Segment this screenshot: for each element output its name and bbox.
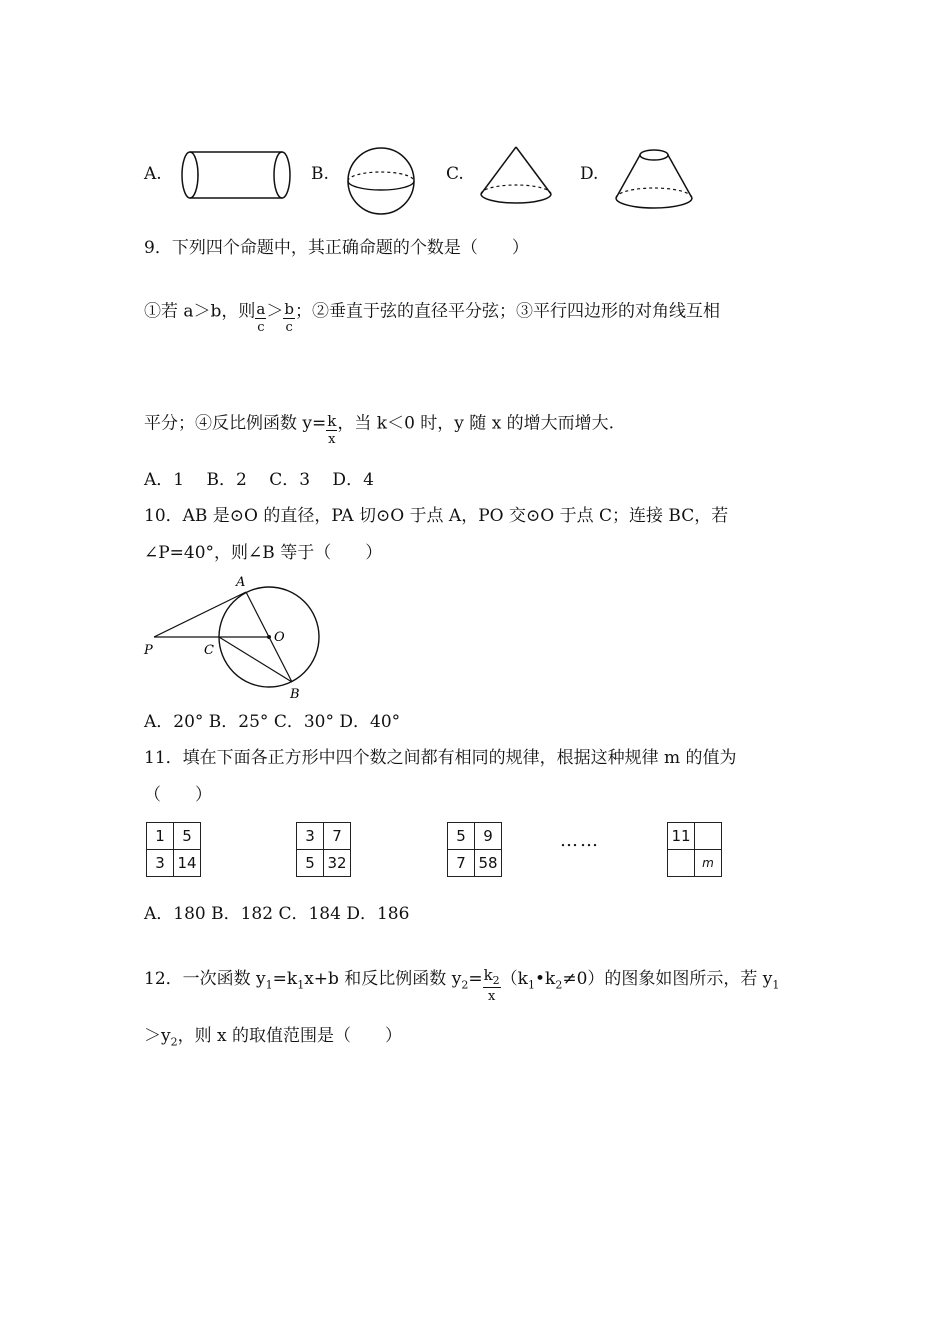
label-b: B — [290, 687, 300, 702]
frac-num: k — [327, 412, 337, 430]
subscript: 1 — [265, 978, 273, 992]
grid-cell: 3 — [297, 823, 324, 850]
subscript: 2 — [555, 978, 563, 992]
option-c-label: C. — [446, 164, 464, 184]
subscript: 1 — [297, 978, 305, 992]
q10-stem-1: 10．AB 是⊙O 的直径，PA 切⊙O 于点 A，PO 交⊙O 于点 C；连接 BC，若 — [144, 506, 729, 526]
frac-num: a — [256, 300, 266, 318]
text: x+b 和反比例函数 y — [304, 969, 462, 989]
text: 12．一次函数 y — [144, 969, 266, 989]
grid-cell: 5 — [448, 823, 475, 850]
frustum-icon — [612, 146, 696, 212]
q11-stem-1: 11．填在下面各正方形中四个数之间都有相同的规律，根据这种规律 m 的值为 — [144, 748, 737, 768]
label-a: A — [236, 575, 246, 590]
grid-cell: 1 — [147, 823, 174, 850]
fraction-b-over-c — [283, 302, 295, 334]
fraction-k2-over-x — [483, 968, 501, 1003]
ellipsis-dots: …… — [560, 830, 600, 851]
q12-line1 — [144, 962, 780, 1004]
grid-cell: 7 — [448, 850, 475, 877]
fraction-a-over-c — [255, 302, 266, 334]
q9-stem: 9．下列四个命题中，其正确命题的个数是（ ） — [144, 238, 529, 258]
grid-cell: 58 — [475, 850, 502, 877]
subscript: 2 — [170, 1035, 178, 1049]
cone-icon — [476, 144, 556, 208]
number-grid-4 — [667, 822, 722, 877]
sphere-icon — [344, 144, 418, 218]
frac-num-sub: 2 — [492, 974, 500, 987]
grid-cell — [695, 823, 722, 850]
frac-num-k: k — [483, 966, 493, 984]
grid-cell: 32 — [324, 850, 351, 877]
fraction-k-over-x — [326, 414, 337, 446]
option-a-label: A. — [144, 164, 162, 184]
q11-choices: A．180 B．182 C．184 D．186 — [144, 904, 410, 924]
q10-stem-2: ∠P=40°，则∠B 等于（ ） — [144, 543, 383, 563]
number-grid-2 — [296, 822, 351, 877]
frac-num: b — [284, 300, 294, 318]
label-o: O — [274, 630, 285, 645]
segment-pa — [154, 592, 246, 637]
text: ，则 x 的取值范围是（ ） — [177, 1026, 403, 1046]
q9-choices: A．1 B．2 C．3 D．4 — [144, 470, 374, 490]
text: = — [468, 969, 483, 989]
grid-cell: 9 — [475, 823, 502, 850]
q11-stem-2: （ ） — [144, 785, 212, 805]
grid-cell: 5 — [174, 823, 201, 850]
grid-cell-m: m — [695, 850, 722, 877]
frac-den: c — [285, 320, 293, 335]
grid-cell: 11 — [668, 823, 695, 850]
text: •k — [534, 969, 556, 989]
label-p: P — [144, 643, 153, 658]
number-grid-1 — [146, 822, 201, 877]
text: （k — [500, 969, 528, 989]
text: ＞y — [144, 1026, 171, 1046]
grid-cell: 7 — [324, 823, 351, 850]
q12-line2 — [144, 1024, 402, 1054]
q9-line2 — [144, 408, 615, 447]
label-c: C — [204, 643, 214, 658]
q9-line1-b: ；②垂直于弦的直径平分弦；③平行四边形的对角线互相 — [294, 301, 720, 322]
frac-den: c — [257, 320, 265, 335]
center-point — [267, 635, 271, 639]
q9-line1-a: ①若 a＞b，则 — [144, 301, 256, 322]
tangent-circle-diagram — [140, 572, 330, 704]
cylinder-icon — [176, 148, 298, 202]
grid-cell: 5 — [297, 850, 324, 877]
q9-line2-b: ，当 k＜0 时，y 随 x 的增大而增大. — [337, 413, 615, 434]
frac-den: x — [487, 989, 496, 1004]
subscript: 2 — [461, 978, 469, 992]
grid-cell: 3 — [147, 850, 174, 877]
subscript: 1 — [527, 978, 535, 992]
option-d-label: D. — [580, 164, 599, 184]
q9-line2-a: 平分；④反比例函数 y= — [144, 413, 327, 434]
q9-line1 — [144, 296, 720, 335]
grid-cell: 14 — [174, 850, 201, 877]
frac-den: x — [328, 432, 336, 447]
frac-num — [483, 968, 501, 988]
text: ≠0）的图象如图所示，若 y — [562, 969, 773, 989]
subscript: 1 — [772, 978, 780, 992]
number-grid-3 — [447, 822, 502, 877]
grid-cell — [668, 850, 695, 877]
q10-choices: A．20° B．25° C．30° D．40° — [144, 712, 401, 732]
gt-sign: ＞ — [266, 301, 284, 322]
option-b-label: B. — [311, 164, 329, 184]
text: =k — [272, 969, 298, 989]
